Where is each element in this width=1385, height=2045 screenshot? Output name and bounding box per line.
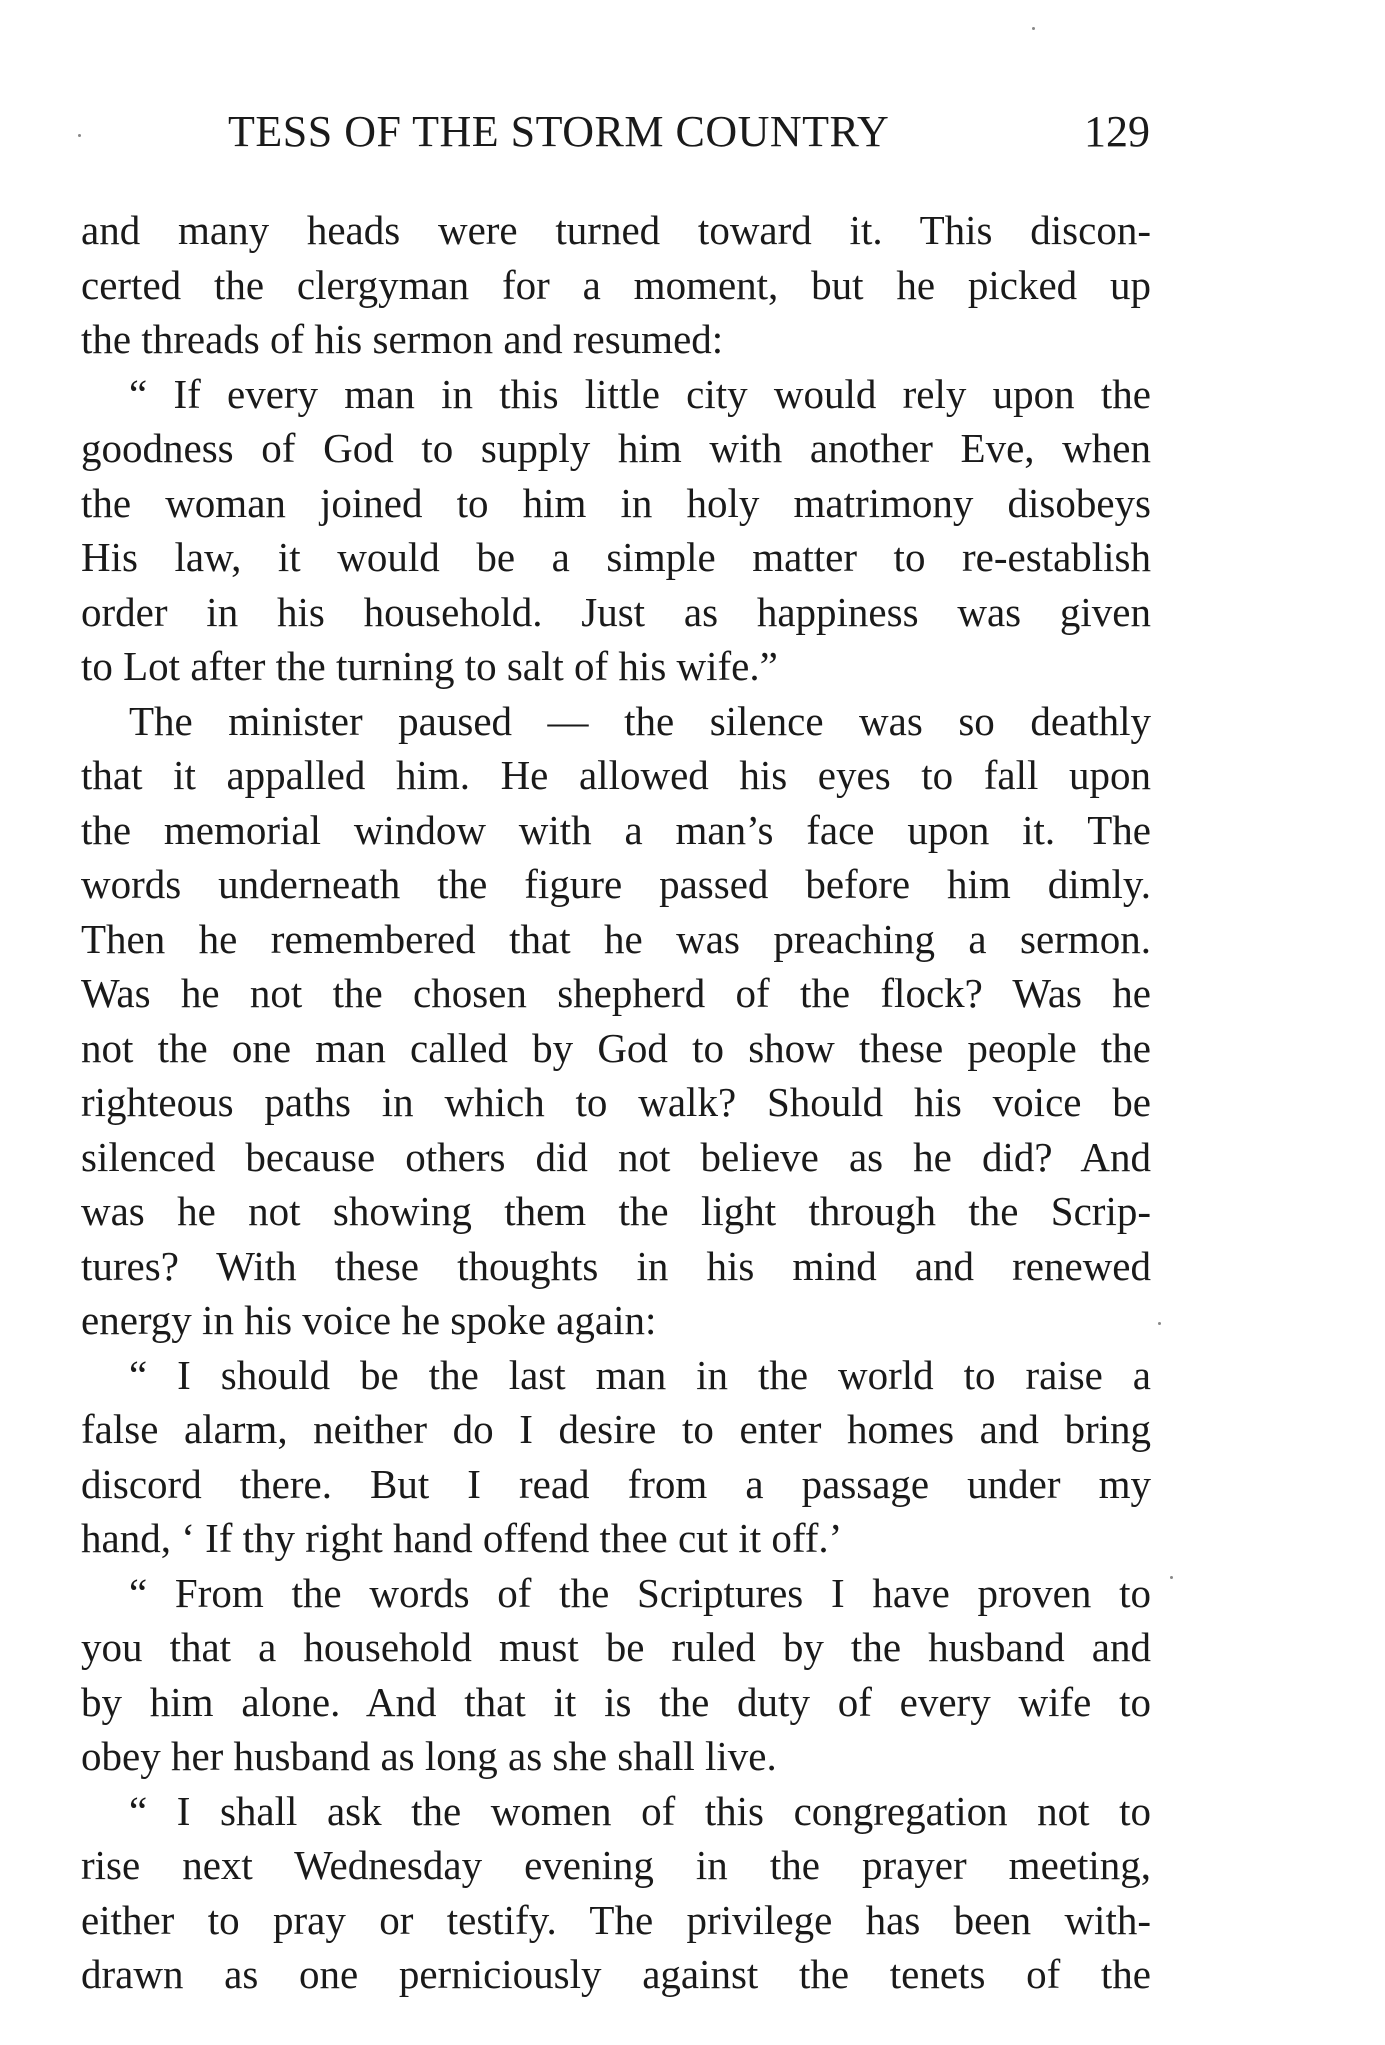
text-line: silenced because others did not believe as he did? And [81, 1133, 1151, 1180]
text-line: righteous paths in which to walk? Should his voice be [81, 1079, 1151, 1125]
text-line: words underneath the figure passed before him dimly. [81, 861, 1151, 907]
text-line: “ If every man in this little city would rely upon the [129, 370, 1151, 417]
text-line: not the one man called by God to show these people the [81, 1024, 1151, 1071]
text-line: “ I should be the last man in the world to raise a [129, 1351, 1151, 1398]
running-head [190, 98, 1150, 158]
text-line: to Lot after the turning to salt of his wife.” [81, 643, 778, 689]
text-line: discord there. But I read from a passage under my [81, 1460, 1151, 1507]
paper-speck [1032, 27, 1035, 30]
text-line: false alarm, neither do I desire to enter homes and bring [81, 1406, 1151, 1452]
text-line: energy in his voice he spoke again: [81, 1297, 657, 1343]
text-line: Then he remembered that he was preaching a sermon. [81, 915, 1151, 962]
text-line: obey her husband as long as she shall live. [81, 1733, 777, 1779]
text-line: rise next Wednesday evening in the prayer meeting, [81, 1842, 1151, 1888]
text-line: order in his household. Just as happiness was given [81, 588, 1151, 635]
text-line: “ I shall ask the women of this congregation not to [129, 1787, 1151, 1834]
text-line: His law, it would be a simple matter to re-establish [81, 534, 1151, 580]
body-text [81, 203, 1151, 2002]
paper-speck [1170, 1576, 1173, 1579]
text-line: you that a household must be ruled by the husband and [81, 1624, 1151, 1670]
page-number: 129 [1084, 107, 1150, 156]
text-line: The minister paused — the silence was so deathly [129, 697, 1151, 744]
running-title: TESS OF THE STORM COUNTRY [228, 107, 890, 156]
text-line: drawn as one perniciously against the tenets of the [81, 1951, 1151, 1997]
text-line: either to pray or testify. The privilege has been with- [81, 1896, 1151, 1943]
text-line: that it appalled him. He allowed his eyes to fall upon [81, 752, 1151, 798]
text-line: the woman joined to him in holy matrimony disobeys [81, 479, 1151, 526]
text-line: tures? With these thoughts in his mind and renewed [81, 1242, 1151, 1289]
paper-speck [1158, 1322, 1161, 1325]
text-line: “ From the words of the Scriptures I have proven to [129, 1569, 1151, 1616]
text-line: goodness of God to supply him with another Eve, when [81, 425, 1151, 471]
text-line: the threads of his sermon and resumed: [81, 316, 724, 362]
text-line: Was he not the chosen shepherd of the flock? Was he [81, 970, 1151, 1016]
text-line: certed the clergyman for a moment, but he picked up [81, 261, 1151, 308]
text-line: by him alone. And that it is the duty of every wife to [81, 1678, 1151, 1725]
text-line: was he not showing them the light through the Scrip- [81, 1188, 1151, 1234]
text-line: the memorial window with a man’s face upon it. The [81, 806, 1151, 853]
text-line: and many heads were turned toward it. This discon- [81, 207, 1151, 253]
text-line: hand, ‘ If thy right hand offend thee cut it off.’ [81, 1515, 843, 1561]
paper-speck [78, 134, 81, 137]
